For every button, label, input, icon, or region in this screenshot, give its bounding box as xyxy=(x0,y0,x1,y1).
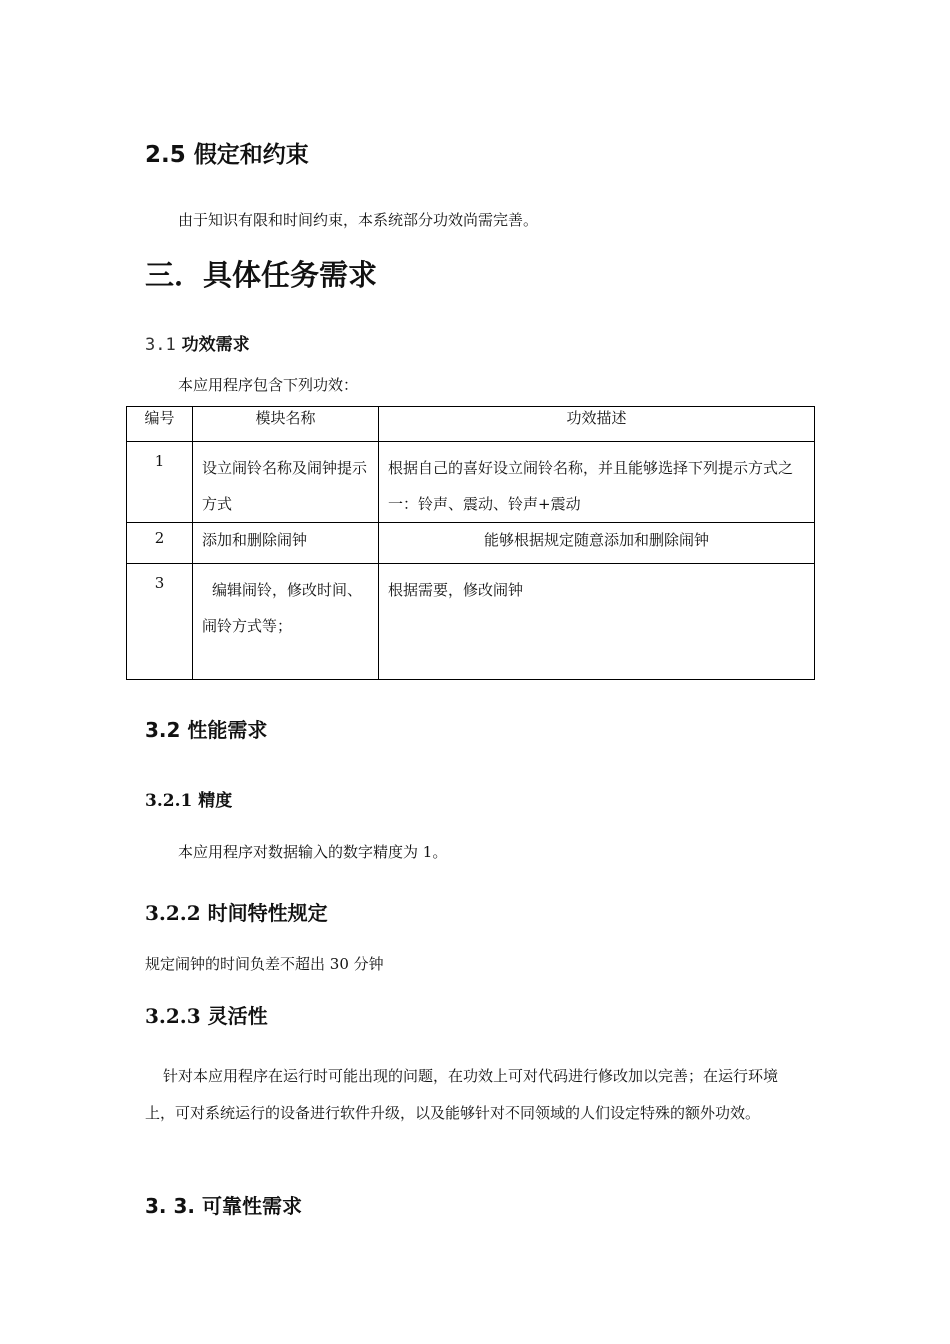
row-module: 添加和删除闹钟 xyxy=(193,523,379,564)
header-module-name: 模块名称 xyxy=(193,407,379,442)
table-row xyxy=(127,442,815,523)
row-description: 能够根据规定随意添加和删除闹钟 xyxy=(379,523,815,564)
section-3-2-1-paragraph: 本应用程序对数据输入的数字精度为 1。 xyxy=(178,843,448,861)
table-header-row xyxy=(127,407,815,442)
row-number: 1 xyxy=(127,442,193,523)
row-module: 编辑闹铃，修改时间、闹铃方式等； xyxy=(193,564,379,680)
section-3-2-3-heading: 3.2.3 灵活性 xyxy=(145,1004,268,1028)
section-3-2-3-paragraph: 针对本应用程序在运行时可能出现的问题，在功效上可对代码进行修改加以完善；在运行环境上，可对系统运行的设备进行软件升级，以及能够针对不同领域的人们设定特殊的额外功效。 xyxy=(145,1067,779,1122)
table-row xyxy=(127,523,815,564)
chapter-3-heading: 三．具体任务需求 xyxy=(145,258,378,292)
row-module: 设立闹铃名称及闹钟提示方式 xyxy=(193,442,379,523)
section-3-1-intro: 本应用程序包含下列功效： xyxy=(178,376,359,394)
section-3-2-1-heading: 3.2.1 精度 xyxy=(145,791,233,811)
section-2-5-paragraph: 由于知识有限和时间约束，本系统部分功效尚需完善。 xyxy=(178,211,539,229)
section-2-5-heading: 2.5 假定和约束 xyxy=(145,142,309,168)
row-number: 2 xyxy=(127,523,193,564)
header-description: 功效描述 xyxy=(379,407,815,442)
header-number: 编号 xyxy=(127,407,193,442)
section-3-2-heading: 3.2 性能需求 xyxy=(145,718,268,742)
section-3-3-heading: 3. 3. 可靠性需求 xyxy=(145,1194,302,1218)
row-description: 根据需要，修改闹钟 xyxy=(379,564,815,680)
section-3-1-heading xyxy=(145,330,250,355)
section-3-2-2-paragraph: 规定闹钟的时间负差不超出 30 分钟 xyxy=(145,955,384,973)
section-3-1-number: 3.1 xyxy=(145,335,176,355)
section-3-2-2-heading: 3.2.2 时间特性规定 xyxy=(145,901,328,925)
row-description: 根据自己的喜好设立闹铃名称，并且能够选择下列提示方式之一：铃声、震动、铃声+震动 xyxy=(379,442,815,523)
function-requirements-table xyxy=(126,406,815,680)
table-row xyxy=(127,564,815,680)
section-3-1-title: 功效需求 xyxy=(181,335,250,355)
row-number: 3 xyxy=(127,564,193,680)
